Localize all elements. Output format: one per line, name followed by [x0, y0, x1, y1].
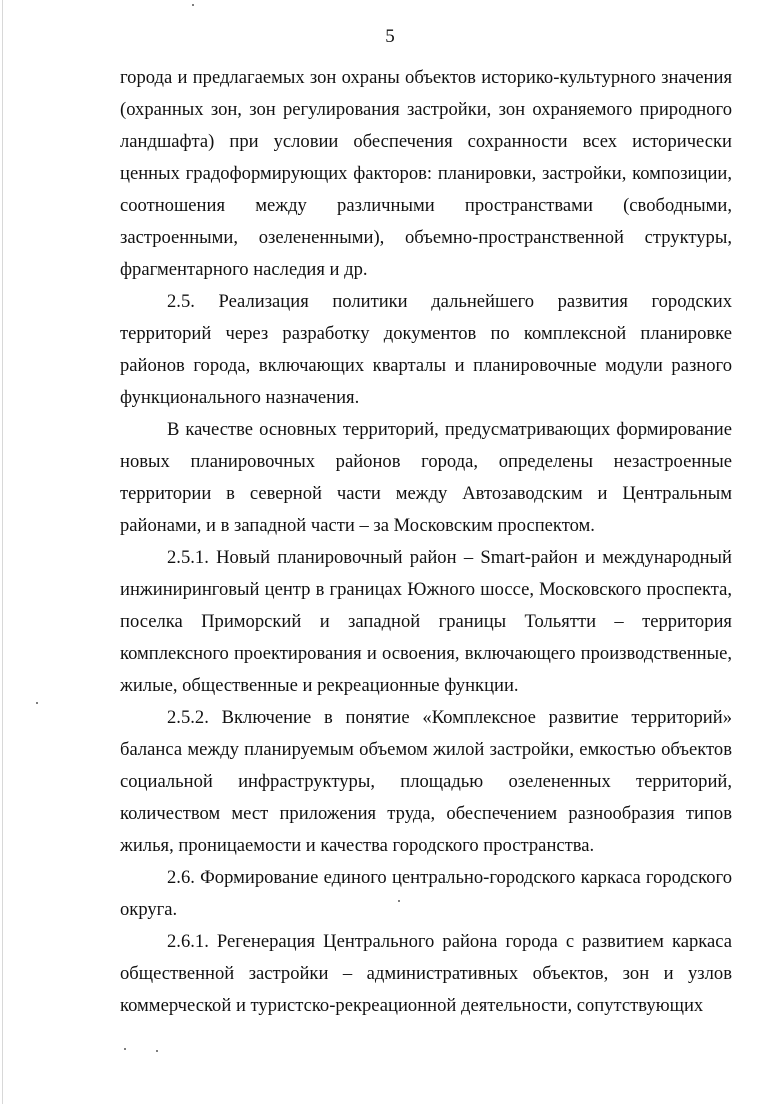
scan-speck [36, 702, 38, 704]
document-body [120, 62, 732, 1022]
paragraph-2-6-1: 2.6.1. Регенерация Центрального района города с развитием каркаса общественной застройки – административных объектов, зон и узлов коммерческой и туристско-рекреационной деятельности, сопутствующих [120, 931, 732, 1016]
scan-speck [156, 1050, 158, 1052]
paragraph-1: города и предлагаемых зон охраны объектов историко-культурного значения (охранных зон, зон регулирования застройки, зон охраняемого природного ландшафта) при условии обеспечения сохранности всех исторически ценных градоформирующих факторов: планировки, застройки, композиции, соотношения между различными пространствами (свободными, застроенными, озелененными), объемно-пространственной структуры, фрагментарного наследия и др. [120, 67, 732, 280]
paragraph-main-territories: В качестве основных территорий, предусматривающих формирование новых планировочных районов города, определены незастроенные территории в северной части между Автозаводским и Центральным районами, и в западной части – за Московским проспектом. [120, 419, 732, 536]
paragraph-2-5: 2.5. Реализация политики дальнейшего развития городских территорий через разработку документов по комплексной планировке районов города, включающих кварталы и планировочные модули разного функционального назначения. [120, 291, 732, 408]
paragraph-2-5-2: 2.5.2. Включение в понятие «Комплексное развитие территорий» баланса между планируемым объемом жилой застройки, емкостью объектов социальной инфраструктуры, площадью озелененных территорий, количеством мест приложения труда, обеспечением разнообразия типов жилья, проницаемости и качества городского пространства. [120, 707, 732, 856]
paragraph-2-6: 2.6. Формирование единого центрально-городского каркаса городского округа. [120, 867, 732, 920]
page-number: 5 [385, 26, 395, 47]
scan-speck [124, 1048, 126, 1050]
scan-speck [192, 4, 194, 6]
scan-speck [398, 900, 400, 902]
paragraph-2-5-1: 2.5.1. Новый планировочный район – Smart-район и международный инжиниринговый центр в границах Южного шоссе, Московского проспекта, поселка Приморский и западной границы Тольятти – территория комплексного проектирования и освоения, включающего производственные, жилые, общественные и рекреационные функции. [120, 547, 732, 696]
scan-edge-line [2, 0, 3, 1104]
